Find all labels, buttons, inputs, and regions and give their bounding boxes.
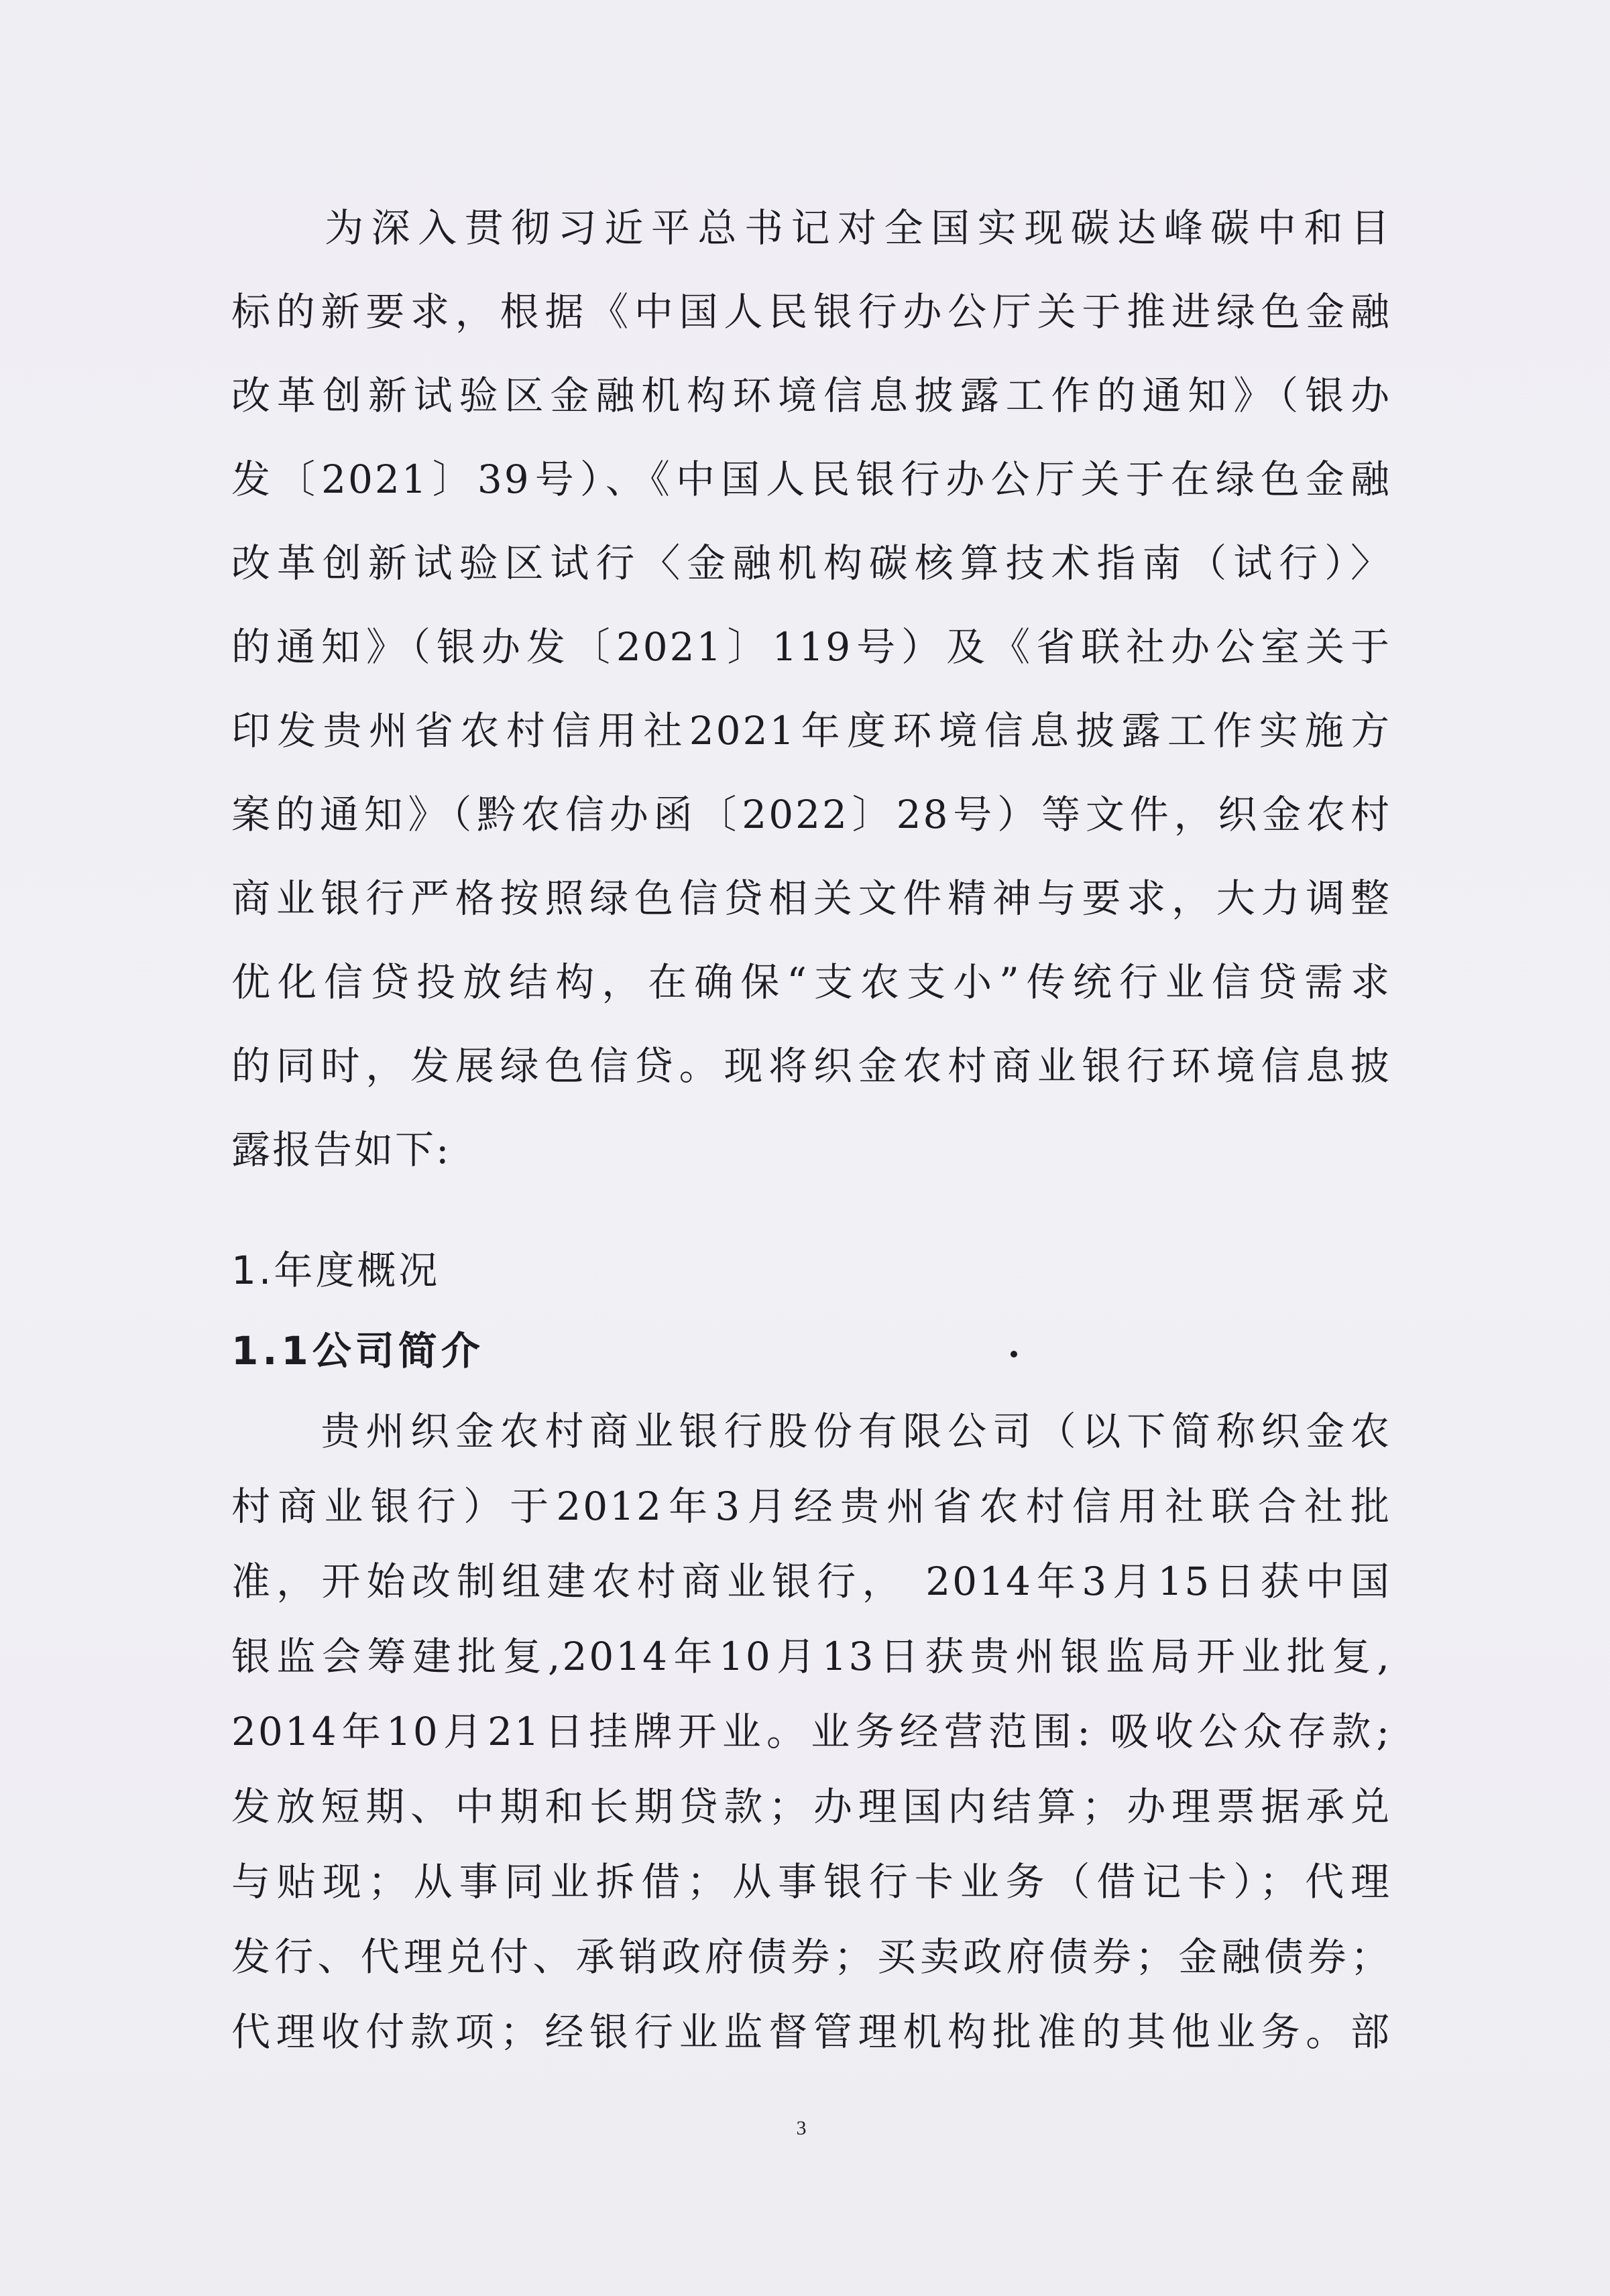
company-line-2: 村商业银行）于2012年3月经贵州省农村信用社联合社批 [231,1484,1391,1529]
intro-line-1: 为深入贯彻习近平总书记对全国实现碳达峰碳中和目 [231,205,1391,251]
intro-line-8: 案的通知》（黔农信办函〔2022〕28号）等文件，织金农村 [231,792,1391,837]
company-line-8: 发行、代理兑付、承销政府债券；买卖政府债券；金融债券； [231,1934,1391,1980]
company-line-6: 发放短期、中期和长期贷款；办理国内结算；办理票据承兑 [231,1784,1391,1829]
intro-line-12: 露报告如下: [231,1127,451,1172]
intro-line-11: 的同时，发展绿色信贷。现将织金农村商业银行环境信息披 [231,1043,1391,1089]
section-heading-company-profile: 1.1公司简介 [231,1328,484,1374]
company-line-3: 准，开始改制组建农村商业银行， 2014年3月15日获中国 [231,1559,1391,1604]
intro-line-6: 的通知》（银办发〔2021〕119号）及《省联社办公室关于 [231,624,1391,670]
company-line-7: 与贴现；从事同业拆借；从事银行卡业务（借记卡）；代理 [231,1859,1391,1905]
intro-line-4: 发〔2021〕39号）、《中国人民银行办公厅关于在绿色金融 [231,457,1391,502]
company-line-1: 贵州织金农村商业银行股份有限公司（以下简称织金农 [231,1408,1391,1454]
page-number: 3 [796,2117,807,2139]
intro-line-5: 改革创新试验区试行〈金融机构碳核算技术指南（试行）〉 [231,540,1391,586]
company-line-5: 2014年10月21日挂牌开业。业务经营范围: 吸收公众存款; [231,1709,1391,1754]
intro-line-3: 改革创新试验区金融机构环境信息披露工作的通知》（银办 [231,373,1391,418]
section-heading-annual-overview: 1.年度概况 [231,1248,441,1293]
intro-line-7: 印发贵州省农村信用社2021年度环境信息披露工作实施方 [231,708,1391,753]
intro-line-10: 优化信贷投放结构，在确保“支农支小”传统行业信贷需求 [231,959,1391,1005]
company-line-9: 代理收付款项；经银行业监督管理机构批准的其他业务。部 [231,2009,1391,2055]
company-line-4: 银监会筹建批复,2014年10月13日获贵州银监局开业批复, [231,1634,1391,1679]
intro-line-2: 标的新要求，根据《中国人民银行办公厅关于推进绿色金融 [231,289,1391,335]
scan-speck [1011,1351,1017,1357]
intro-line-9: 商业银行严格按照绿色信贷相关文件精神与要求，大力调整 [231,875,1391,921]
